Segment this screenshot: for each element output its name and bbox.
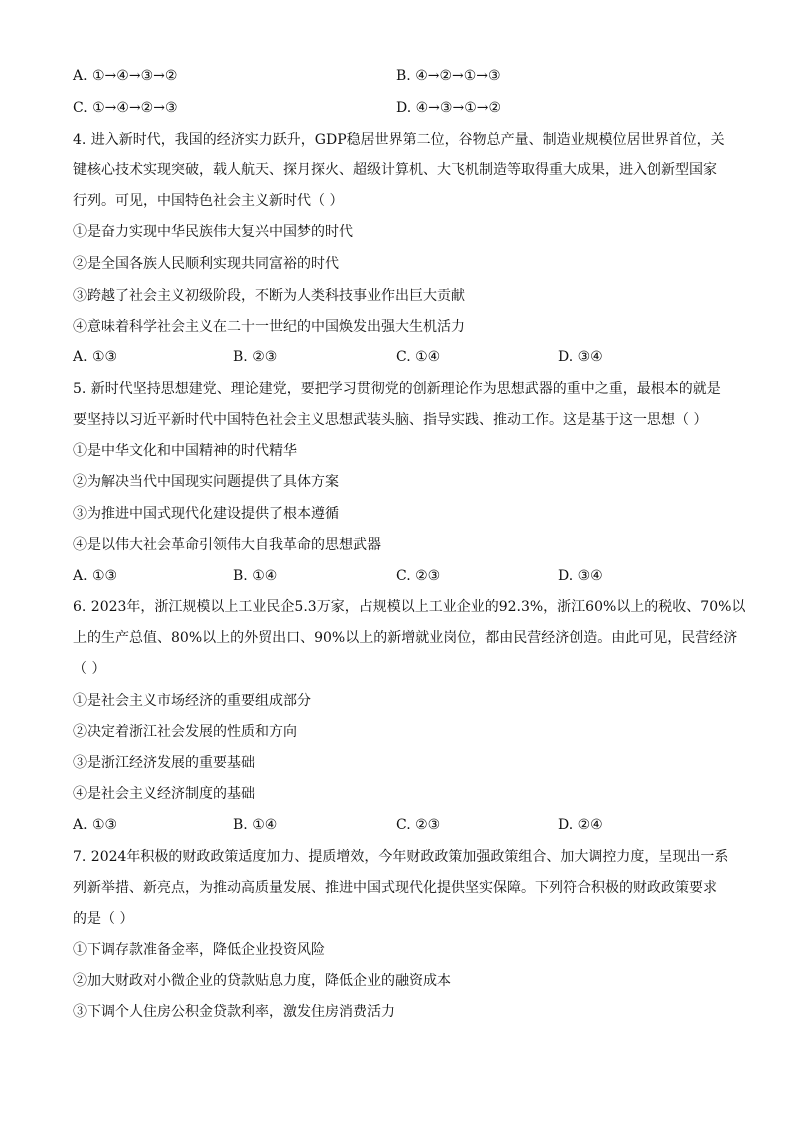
- q5-stem-line-1: 5. 新时代坚持思想建党、理论建党，要把学习贯彻党的创新理论作为思想武器的重中之重，最根本的就是: [73, 381, 721, 397]
- q4-stem-line-3: 行列。可见，中国特色社会主义新时代（ ）: [73, 193, 344, 209]
- q7-stem-line-3: 的是（ ）: [73, 911, 134, 927]
- q7-stem-line-2: 列新举措、新亮点，为推动高质量发展、推进中国式现代化提供坚实保障。下列符合积极的财政政策要求: [73, 880, 717, 896]
- q5-item-1: ①是中华文化和中国精神的时代精华: [73, 443, 297, 459]
- q5-item-4: ④是以伟大社会革命引领伟大自我革命的思想武器: [73, 537, 381, 553]
- q5-option-c: C. ②③: [396, 568, 441, 584]
- q5-option-d: D. ③④: [558, 568, 603, 584]
- q6-item-2: ②决定着浙江社会发展的性质和方向: [73, 724, 297, 740]
- q4-option-b: B. ②③: [233, 349, 278, 365]
- q5-option-a: A. ①③: [73, 568, 118, 584]
- q3-option-d: D. ④→③→①→②: [396, 100, 502, 116]
- q6-item-1: ①是社会主义市场经济的重要组成部分: [73, 693, 311, 709]
- q6-option-a: A. ①③: [73, 817, 118, 833]
- q6-item-3: ③是浙江经济发展的重要基础: [73, 755, 255, 771]
- q6-item-4: ④是社会主义经济制度的基础: [73, 786, 255, 802]
- q4-item-4: ④意味着科学社会主义在二十一世纪的中国焕发出强大生机活力: [73, 319, 465, 335]
- q6-stem-line-1: 6. 2023年，浙江规模以上工业民企5.3万家，占规模以上工业企业的92.3%，浙江60%以上的税收、70%以: [73, 599, 746, 615]
- q4-item-2: ②是全国各族人民顺利实现共同富裕的时代: [73, 256, 339, 272]
- q7-item-1: ①下调存款准备金率，降低企业投资风险: [73, 942, 325, 958]
- q3-option-b: B. ④→②→①→③: [396, 68, 501, 84]
- q5-stem-line-2: 要坚持以习近平新时代中国特色社会主义思想武装头脑、指导实践、推动工作。这是基于这一思想（ ）: [73, 412, 708, 428]
- q5-item-2: ②为解决当代中国现实问题提供了具体方案: [73, 474, 339, 490]
- q5-option-b: B. ①④: [233, 568, 278, 584]
- q6-option-d: D. ②④: [558, 817, 603, 833]
- q4-option-a: A. ①③: [73, 349, 118, 365]
- q4-option-d: D. ③④: [558, 349, 603, 365]
- q4-option-c: C. ①④: [396, 349, 441, 365]
- q4-item-3: ③跨越了社会主义初级阶段，不断为人类科技事业作出巨大贡献: [73, 288, 465, 304]
- q4-stem-line-1: 4. 进入新时代，我国的经济实力跃升，GDP稳居世界第二位，谷物总产量、制造业规模位居世界首位，关: [73, 132, 725, 148]
- q6-option-c: C. ②③: [396, 817, 441, 833]
- q3-option-a: A. ①→④→③→②: [73, 68, 178, 84]
- q4-item-1: ①是奋力实现中华民族伟大复兴中国梦的时代: [73, 224, 353, 240]
- q6-option-b: B. ①④: [233, 817, 278, 833]
- q7-item-3: ③下调个人住房公积金贷款利率，激发住房消费活力: [73, 1004, 395, 1020]
- q4-stem-line-2: 键核心技术实现突破，载人航天、探月探火、超级计算机、大飞机制造等取得重大成果，进入创新型国家: [73, 162, 717, 178]
- q7-item-2: ②加大财政对小微企业的贷款贴息力度，降低企业的融资成本: [73, 973, 451, 989]
- q6-stem-line-2: 上的生产总值、80%以上的外贸出口、90%以上的新增就业岗位，都由民营经济创造。由此可见，民营经济: [73, 630, 738, 646]
- q5-item-3: ③为推进中国式现代化建设提供了根本遵循: [73, 506, 339, 522]
- q7-stem-line-1: 7. 2024年积极的财政政策适度加力、提质增效，今年财政政策加强政策组合、加大调控力度，呈现出一系: [73, 849, 729, 865]
- q6-stem-line-3: （ ）: [73, 661, 106, 677]
- q3-option-c: C. ①→④→②→③: [73, 100, 178, 116]
